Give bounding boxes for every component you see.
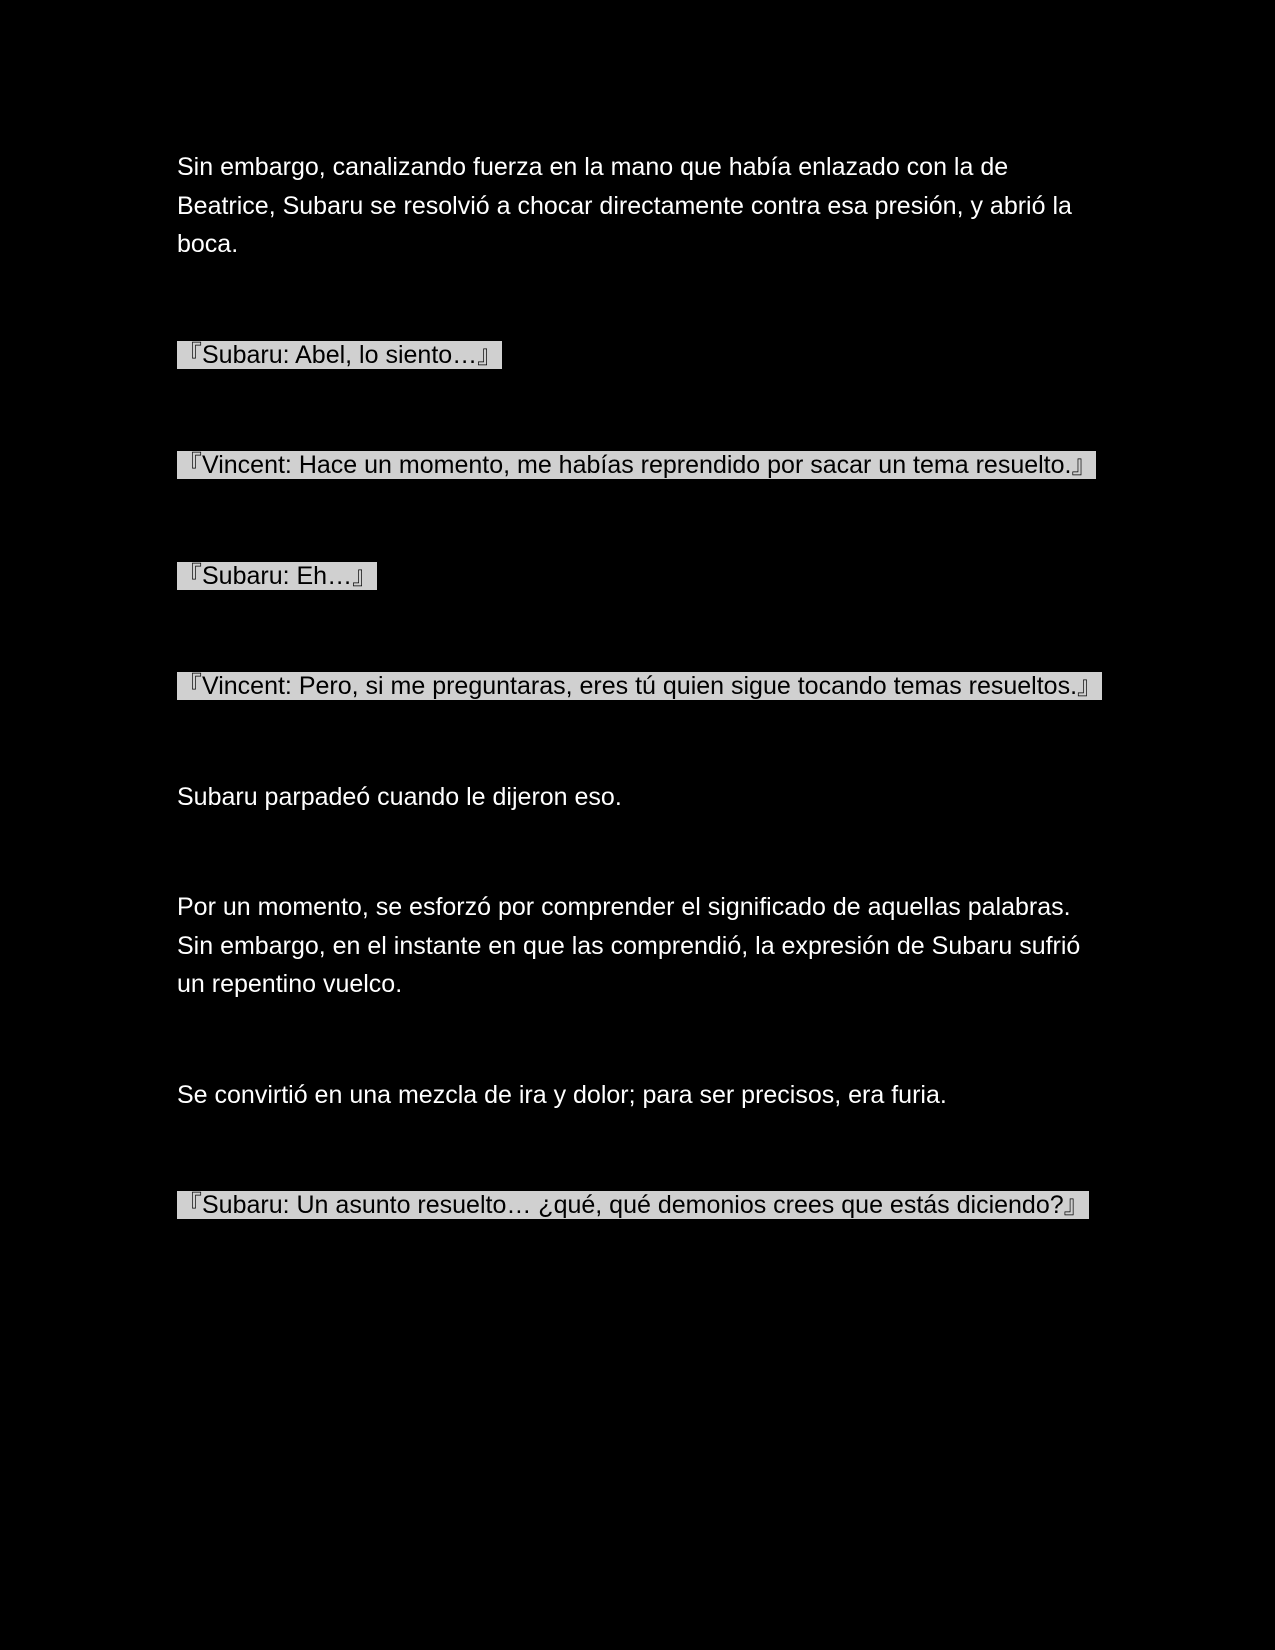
dialogue-line	[177, 1186, 1102, 1225]
dialogue-highlight: 『Vincent: Pero, si me preguntaras, eres tú quien sigue tocando temas resueltos.』	[177, 672, 1103, 700]
narration-paragraph: Se convirtió en una mezcla de ira y dolor; para ser precisos, era furia.	[177, 1080, 947, 1109]
dialogue-line	[177, 446, 1102, 485]
dialogue-line	[177, 667, 1102, 706]
dialogue-line	[177, 557, 1102, 596]
narration-paragraph: Subaru parpadeó cuando le dijeron eso.	[177, 782, 622, 811]
dialogue-highlight: 『Vincent: Hace un momento, me habías reprendido por sacar un tema resuelto.』	[177, 451, 1097, 479]
narration-paragraph: Sin embargo, canalizando fuerza en la mano que había enlazado con la de Beatrice, Subaru se resolvió a chocar directamente contra esa presión, y abrió la boca.	[177, 153, 1072, 258]
document-page	[177, 148, 1102, 1225]
dialogue-highlight: 『Subaru: Un asunto resuelto… ¿qué, qué demonios crees que estás diciendo?』	[177, 1191, 1089, 1219]
dialogue-highlight: 『Subaru: Abel, lo siento…』	[177, 340, 503, 369]
dialogue-line	[177, 336, 1102, 375]
dialogue-highlight: 『Subaru: Eh…』	[177, 561, 378, 590]
narration-paragraph: Por un momento, se esforzó por comprender el significado de aquellas palabras. Sin embargo, en el instante en que las comprendió, la expresión de Subaru sufrió un repentino vuelco.	[177, 893, 1081, 998]
